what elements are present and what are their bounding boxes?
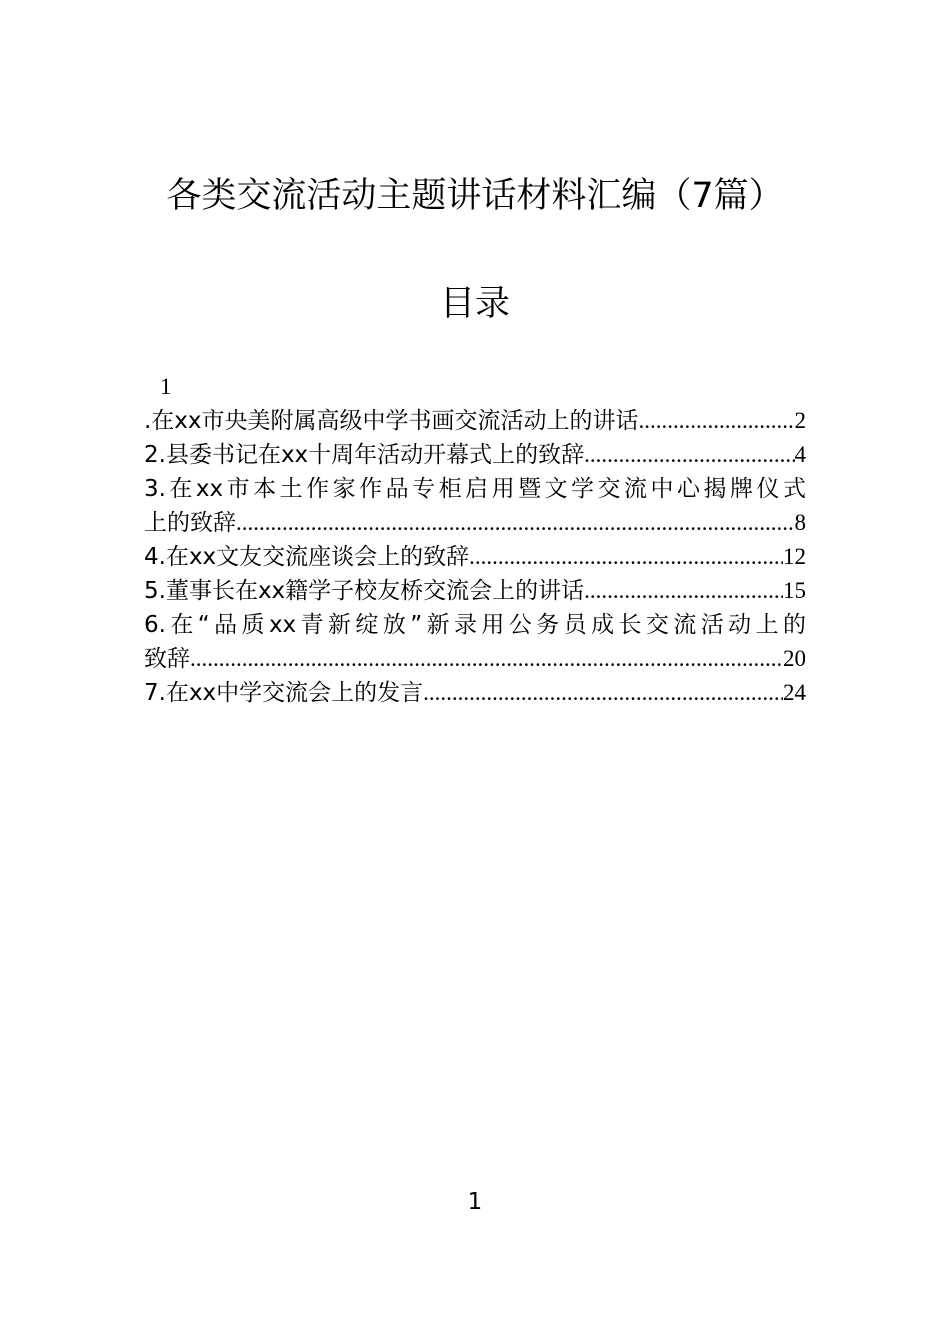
toc-leader-dots [584, 574, 783, 608]
toc-entry-page: 20 [783, 646, 806, 671]
toc-entry-title: .在xx市央美附属高级中学书画交流活动上的讲话 [144, 408, 639, 434]
toc-entry-5[interactable] [144, 574, 806, 608]
toc-entry-page: 4 [794, 442, 806, 467]
toc-entry-title-line2: 致辞 [144, 646, 190, 672]
toc-leader-dots [584, 438, 794, 472]
document-title: 各类交流活动主题讲话材料汇编（7篇） [166, 176, 784, 216]
toc-entry-3[interactable] [144, 472, 806, 540]
toc-leader-dots [639, 404, 795, 438]
toc-entry-page: 8 [794, 510, 806, 535]
toc-entry-7[interactable] [144, 676, 806, 710]
toc-leader-dots [469, 540, 783, 574]
toc-entry-title: 4.在xx文友交流座谈会上的致辞 [144, 544, 470, 570]
table-of-contents [144, 370, 806, 710]
toc-entry-title: 2.县委书记在xx十周年活动开幕式上的致辞 [144, 442, 585, 468]
toc-heading: 目录 [439, 284, 510, 324]
toc-leader-dots [236, 506, 795, 540]
toc-entry-title: 5.董事长在xx籍学子校友桥交流会上的讲话 [144, 578, 585, 604]
toc-lead-number: 1 [160, 374, 172, 399]
page-number: 1 [467, 1189, 483, 1215]
toc-entry-page: 24 [783, 680, 806, 705]
toc-entry-4[interactable] [144, 540, 806, 574]
toc-entry-1[interactable] [144, 404, 806, 438]
toc-entry-title: 7.在xx中学交流会上的发言 [144, 680, 424, 706]
toc-entry-2[interactable] [144, 438, 806, 472]
toc-entry-page: 2 [794, 408, 806, 433]
toc-entry-title-line1: 3.在xx市本土作家作品专柜启用暨文学交流中心揭牌仪式 [144, 476, 806, 502]
toc-entry-title-line2: 上的致辞 [144, 510, 236, 536]
toc-entry-page: 12 [783, 544, 806, 569]
toc-entry-page: 15 [783, 578, 806, 603]
toc-leader-dots [423, 676, 783, 710]
toc-leader-dots [190, 642, 783, 676]
toc-entry-6[interactable] [144, 608, 806, 676]
toc-entry-title-line1: 6.在“品质xx青新绽放”新录用公务员成长交流活动上的 [144, 612, 806, 638]
